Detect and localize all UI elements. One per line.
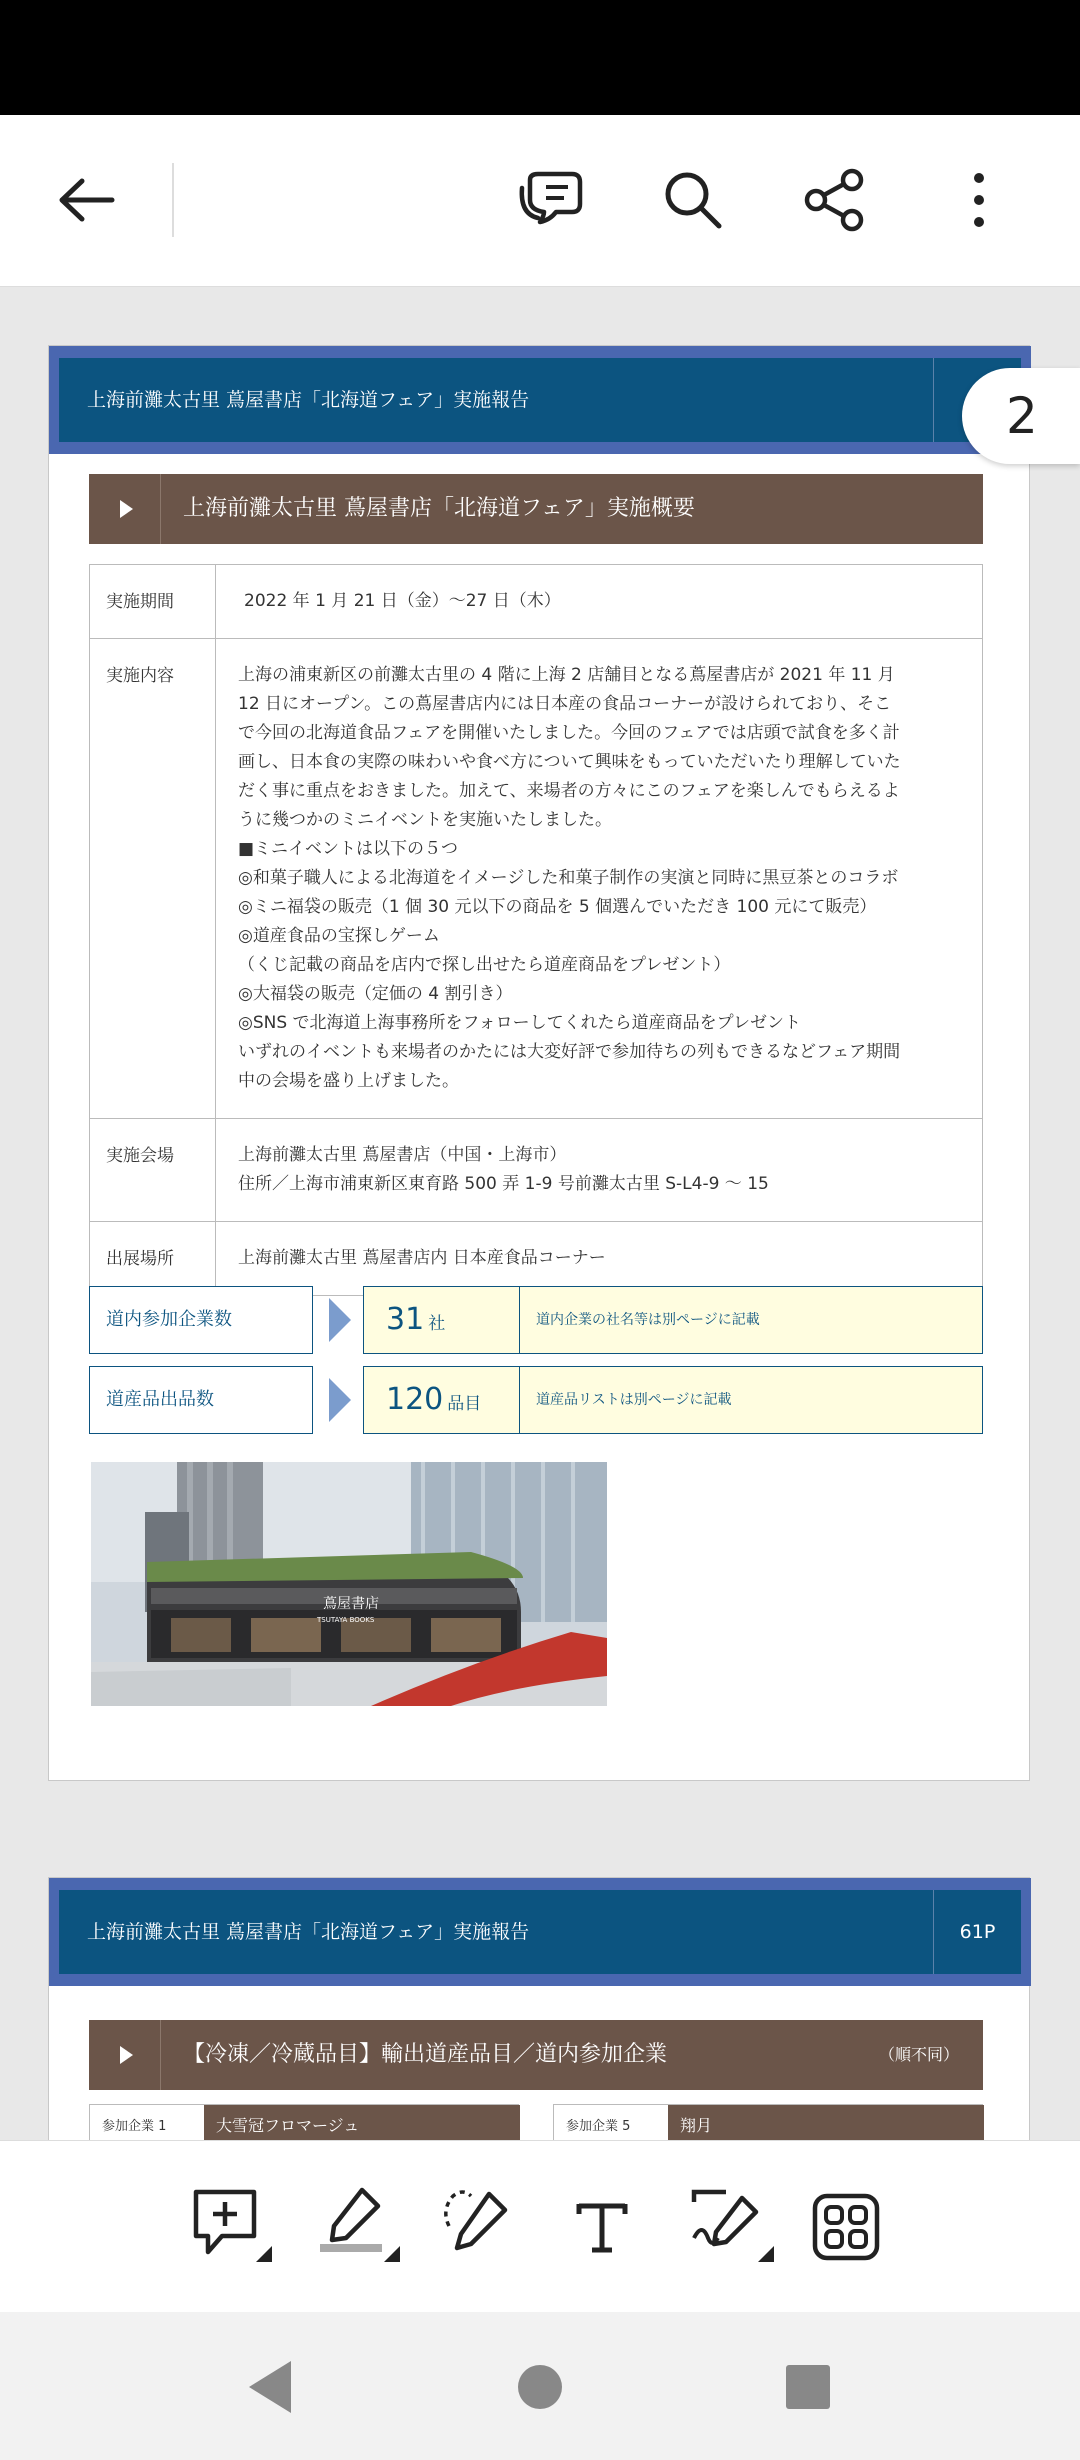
section-heading [89, 2020, 983, 2090]
venue-value [216, 1119, 983, 1222]
peek-company-row-right [553, 2104, 983, 2140]
comment-list-icon[interactable] [506, 155, 596, 245]
content-line: 中の会場を盛り上げました。 [238, 1071, 459, 1091]
system-navigation-bar [0, 2312, 1080, 2460]
more-tools-grid-icon[interactable] [796, 2177, 896, 2277]
venue-label: 実施会場 [90, 1119, 216, 1222]
companies-count-note: 道内企業の社名等は別ページに記載 [536, 1312, 760, 1328]
section-heading [89, 474, 983, 544]
section-note: （順不同） [878, 2045, 959, 2064]
content-line: で今回の北海道食品フェアを開催いたしました。今回のフェアでは店頭で試食を多く計 [238, 723, 900, 743]
store-photo [91, 1462, 607, 1706]
share-icon[interactable] [790, 155, 880, 245]
table-row [90, 639, 983, 1119]
products-count-label: 道産品出品数 [89, 1366, 313, 1434]
search-icon[interactable] [648, 155, 738, 245]
peek-company-label: 参加企業 1 [102, 2119, 167, 2134]
nav-recents-icon[interactable] [768, 2352, 848, 2422]
venue-address: 住所／上海市浦東新区東育路 500 弄 1-9 号前灘太古里 S-L4-9 ～ 15 [238, 1174, 769, 1194]
content-label: 実施内容 [90, 639, 216, 1119]
peek-company-name: 翔月 [680, 2116, 713, 2135]
content-line: ◎大福袋の販売（定価の 4 割引き） [238, 984, 513, 1004]
highlighter-icon[interactable] [310, 2177, 410, 2277]
page-header-title: 上海前灘太古里 蔦屋書店「北海道フェア」実施報告 [87, 389, 530, 411]
section-title: 【冷凍／冷蔵品目】輸出道産品目／道内参加企業 [183, 2042, 668, 2067]
table-row [90, 1119, 983, 1222]
page-header [49, 346, 1031, 454]
peek-company-row-left [89, 2104, 519, 2140]
content-line: 画し、日本食の実際の味わいや食べ方について興味をもっていただいたり理解していた [238, 752, 901, 772]
table-row [90, 1222, 983, 1296]
booth-value: 上海前灘太古里 蔦屋書店内 日本産食品コーナー [216, 1222, 983, 1296]
content-line: （くじ記載の商品を店内で探し出せたら道産商品をプレゼント） [238, 955, 731, 975]
top-toolbar [0, 115, 1080, 287]
back-arrow-icon[interactable] [40, 155, 130, 245]
arrow-right-icon [329, 1298, 351, 1342]
content-line: 上海の浦東新区の前灘太古里の 4 階に上海 2 店舗目となる蔦屋書店が 2021 年 11 月 [238, 665, 895, 685]
content-value [216, 639, 983, 1119]
triangle-marker-icon [89, 2020, 161, 2090]
peek-company-label: 参加企業 5 [566, 2119, 631, 2134]
triangle-marker-icon [89, 474, 161, 544]
add-comment-icon[interactable] [182, 2177, 282, 2277]
page-number-badge[interactable] [962, 368, 1080, 464]
companies-count-unit: 社 [428, 1314, 446, 1334]
content-line: ◎和菓子職人による北海道をイメージした和菓子制作の実演と同時に黒豆茶とのコラボ [238, 868, 899, 888]
text-tool-icon[interactable] [552, 2177, 652, 2277]
content-line: ■ミニイベントは以下の５つ [238, 839, 459, 859]
period-value: 2022 年 1 月 21 日（金）～27 日（木） [216, 565, 983, 639]
products-count-unit: 品目 [447, 1394, 482, 1414]
page-header-title: 上海前灘太古里 蔦屋書店「北海道フェア」実施報告 [87, 1921, 530, 1943]
content-line: ◎SNS で北海道上海事務所をフォローしてくれたら道産商品をプレゼント [238, 1013, 802, 1033]
peek-company-name: 大雪冠フロマージュ [216, 2116, 360, 2135]
status-bar [0, 0, 1080, 115]
period-label: 実施期間 [90, 565, 216, 639]
companies-count-label: 道内参加企業数 [89, 1286, 313, 1354]
photo-sign-subtext: TSUTAYA BOOKS [317, 1616, 375, 1624]
companies-count-number: 31 [386, 1302, 425, 1337]
page-header [49, 1878, 1031, 1986]
companies-count-box [363, 1286, 983, 1354]
content-line: うに幾つかのミニイベントを実施いたしました。 [238, 810, 612, 830]
annotation-toolbar [0, 2140, 1080, 2312]
content-line: だく事に重点をおきました。加えて、来場者の方々にこのフェアを楽しんでもらえるよ [238, 781, 900, 801]
document-viewer[interactable] [0, 287, 1080, 2140]
arrow-right-icon [329, 1378, 351, 1422]
toolbar-divider [172, 163, 174, 237]
nav-home-icon[interactable] [500, 2352, 580, 2422]
products-count-note: 道産品リストは別ページに記載 [536, 1392, 732, 1408]
table-row [90, 565, 983, 639]
sign-tool-icon[interactable] [684, 2177, 784, 2277]
content-line: ◎ミニ福袋の販売（1 個 30 元以下の商品を 5 個選んでいただき 100 元にて販売） [238, 897, 877, 917]
nav-back-icon[interactable] [230, 2352, 310, 2422]
products-count-number: 120 [386, 1382, 444, 1417]
more-vertical-icon[interactable] [934, 155, 1024, 245]
venue-name: 上海前灘太古里 蔦屋書店（中国・上海市） [238, 1145, 567, 1165]
booth-label: 出展場所 [90, 1222, 216, 1296]
info-table [89, 564, 983, 1296]
pdf-page-60 [48, 345, 1030, 1781]
products-count-box [363, 1366, 983, 1434]
content-line: いずれのイベントも来場者のかたには大変好評で参加待ちの列もできるなどフェア期間 [238, 1042, 901, 1062]
page-header-number: 61P [933, 1890, 1021, 1974]
page-number-badge-text: 2 [1006, 387, 1038, 445]
photo-sign-text: 蔦屋書店 [323, 1596, 379, 1612]
pdf-page-61 [48, 1877, 1030, 2140]
freehand-draw-icon[interactable] [430, 2177, 530, 2277]
section-title: 上海前灘太古里 蔦屋書店「北海道フェア」実施概要 [183, 496, 695, 521]
content-line: 12 日にオープン。この蔦屋書店内には日本産の食品コーナーが設けられており、そこ [238, 694, 892, 714]
content-line: ◎道産食品の宝探しゲーム [238, 926, 440, 946]
